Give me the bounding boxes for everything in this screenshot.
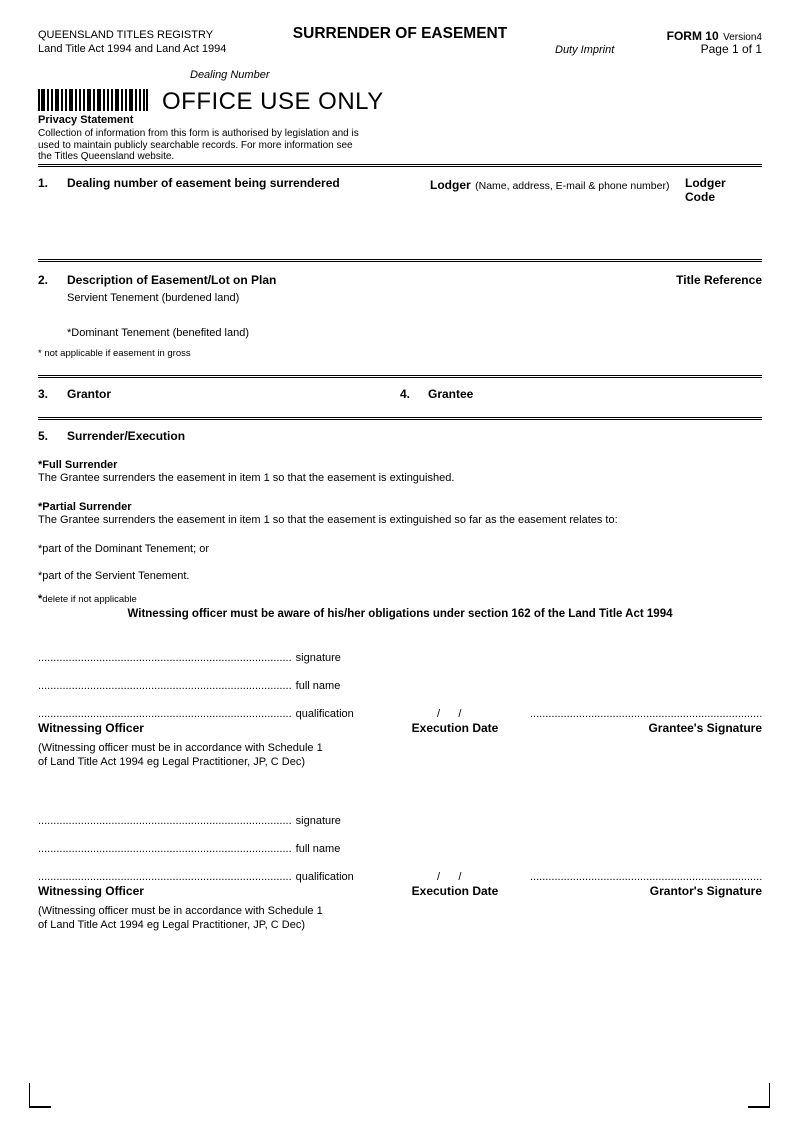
section-divider <box>38 375 762 378</box>
execution-date-field[interactable]: / / <box>437 708 462 720</box>
section1-number: 1. <box>38 176 49 190</box>
full-surrender-text: The Grantee surrenders the easement in item 1 so that the easement is extinguished. <box>38 472 455 484</box>
privacy-line-1: Collection of information from this form is authorised by legislation and is <box>38 128 359 139</box>
grantor-execution-block <box>38 808 762 933</box>
grantor-signature-line[interactable]: ............................................................................ <box>530 871 763 883</box>
signature-label: signature <box>295 815 341 827</box>
full-surrender-heading: *Full Surrender <box>38 459 118 471</box>
witnessing-officer-note-line1: (Witnessing officer must be in accordance with Schedule 1 <box>38 905 323 917</box>
lodger-code-field[interactable] <box>685 208 762 256</box>
lodger-hint: (Name, address, E-mail & phone number) <box>475 180 670 192</box>
dominant-tenement-label: *Dominant Tenement (benefited land) <box>67 327 250 339</box>
lodger-heading <box>430 176 669 194</box>
witness-signature-line[interactable]: ................................................................................... <box>38 652 292 664</box>
witness-fullname-line[interactable]: ................................................................................... <box>38 843 292 855</box>
execution-date-label: Execution Date <box>411 884 499 898</box>
title-reference-label: Title Reference <box>676 273 762 287</box>
title-reference-field[interactable] <box>640 290 762 370</box>
section4-number: 4. <box>400 387 411 401</box>
witness-qualification-line[interactable]: ................................................................................... <box>38 871 292 883</box>
witnessing-officer-label: Witnessing Officer <box>38 721 144 735</box>
section2-number: 2. <box>38 273 49 287</box>
dominant-tenement-field[interactable] <box>260 325 630 345</box>
witness-fullname-line[interactable]: ................................................................................... <box>38 680 292 692</box>
lodger-code-label: Lodger Code <box>685 176 726 204</box>
servient-tenement-label: Servient Tenement (burdened land) <box>67 292 240 304</box>
page-corner-mark-right <box>748 1083 770 1108</box>
privacy-text <box>38 128 359 163</box>
full-name-label: full name <box>295 843 341 855</box>
witnessing-officer-note-line2: of Land Title Act 1994 eg Legal Practitioner, JP, C Dec) <box>38 755 306 768</box>
witnessing-officer-label: Witnessing Officer <box>38 884 144 898</box>
acts-line: Land Title Act 1994 and Land Act 1994 <box>38 43 227 55</box>
witnessing-officer-note-line1: (Witnessing officer must be in accordance with Schedule 1 <box>38 742 323 754</box>
partial-surrender-heading: *Partial Surrender <box>38 501 132 513</box>
execution-date-label: Execution Date <box>411 721 499 735</box>
dealing-number-field[interactable] <box>38 196 418 256</box>
grantee-field[interactable] <box>485 385 762 415</box>
witness-signature-line[interactable]: ................................................................................... <box>38 815 292 827</box>
office-use-only-label: OFFICE USE ONLY <box>162 88 384 115</box>
privacy-line-2: used to maintain publicly searchable records. For more information see <box>38 139 353 151</box>
grantor-field[interactable] <box>120 385 380 415</box>
partial-surrender-text: The Grantee surrenders the easement in item 1 so that the easement is extinguished so far as the easement relates to: <box>38 514 618 526</box>
lodger-field[interactable] <box>430 196 675 256</box>
privacy-line-3: the Titles Queensland website. <box>38 151 175 163</box>
grantor-signature-label: Grantor's Signature <box>649 884 762 898</box>
registry-name: QUEENSLAND TITLES REGISTRY <box>38 29 214 41</box>
witness-qualification-line[interactable]: ................................................................................... <box>38 708 292 720</box>
servient-tenement-field[interactable] <box>260 290 630 320</box>
dealing-number-label: Dealing Number <box>190 69 270 81</box>
signature-label: signature <box>295 652 341 664</box>
witnessing-officer-note <box>38 742 323 769</box>
option-dominant-text: *part of the Dominant Tenement; or <box>38 543 210 555</box>
section-divider <box>38 164 762 167</box>
qualification-label: qualification <box>295 871 354 883</box>
delete-footnote <box>38 589 137 607</box>
section3-title: Grantor <box>67 387 112 401</box>
witnessing-officer-note <box>38 905 323 932</box>
dealing-number-barcode <box>38 89 148 111</box>
section5-title: Surrender/Execution <box>67 429 186 443</box>
grantee-signature-label: Grantee's Signature <box>648 721 762 735</box>
delete-footnote-text: delete if not applicable <box>42 594 137 605</box>
form-title: SURRENDER OF EASEMENT <box>292 25 508 42</box>
witnessing-obligation-warning: Witnessing officer must be aware of his/her obligations under section 162 of the Land Title Act 1994 <box>127 608 673 620</box>
grantee-signature-line[interactable]: ............................................................................ <box>530 708 763 720</box>
full-name-label: full name <box>295 680 341 692</box>
section3-number: 3. <box>38 387 49 401</box>
grantee-execution-block <box>38 645 762 770</box>
privacy-heading: Privacy Statement <box>38 114 134 126</box>
page-count: Page 1 of 1 <box>700 42 762 56</box>
witnessing-officer-note-line2: of Land Title Act 1994 eg Legal Practitioner, JP, C Dec) <box>38 918 306 931</box>
execution-date-field[interactable]: / / <box>437 871 462 883</box>
page-corner-mark-left <box>29 1083 51 1108</box>
form-version: Version4 <box>723 32 762 43</box>
easement-gross-footnote: * not applicable if easement in gross <box>38 348 191 359</box>
section1-title: Dealing number of easement being surrendered <box>67 176 340 190</box>
lodger-label: Lodger <box>430 178 471 192</box>
section2-title: Description of Easement/Lot on Plan <box>67 273 277 287</box>
option-servient-text: *part of the Servient Tenement. <box>38 570 190 582</box>
form-number: FORM 10 <box>666 29 719 43</box>
delete-footnote-star: * <box>38 593 43 605</box>
section5-number: 5. <box>38 429 49 443</box>
duty-imprint-label: Duty Imprint <box>555 44 615 56</box>
section4-title: Grantee <box>428 387 474 401</box>
section-divider <box>38 259 762 262</box>
section-divider <box>38 417 762 420</box>
qualification-label: qualification <box>295 708 354 720</box>
